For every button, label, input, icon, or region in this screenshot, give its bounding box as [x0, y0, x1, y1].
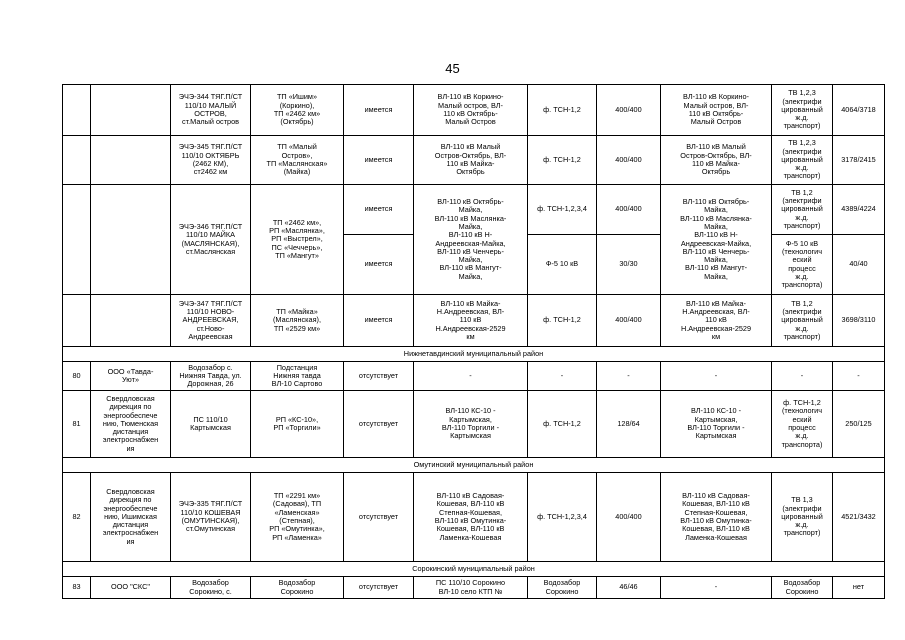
cell-power: 400/400	[597, 473, 661, 562]
cell-consumers: Водозабор Сорокино	[251, 577, 344, 599]
cell-no: 83	[63, 577, 91, 599]
cell-org: ООО "СКС"	[91, 577, 171, 599]
power-supply-table	[62, 84, 885, 599]
cell-category: -	[772, 362, 833, 391]
cell-lines: ВЛ-110 кВ Малый Остров-Октябрь, ВЛ- 110 кВ Майка- Октябрь	[414, 136, 528, 185]
cell-category: ТВ 1,3 (электрифи цированный ж.д. транспорт)	[772, 473, 833, 562]
cell-value: 40/40	[833, 235, 885, 295]
table-row	[63, 362, 885, 391]
cell-value: 4389/4224	[833, 185, 885, 235]
table-row	[63, 391, 885, 458]
cell-category: Ф-5 10 кВ (технологич eский процесс ж.д. транспорта)	[772, 235, 833, 295]
cell-power: 128/64	[597, 391, 661, 458]
cell-substation: ЭЧЭ-346 ТЯГ.П/СТ 110/10 МАЙКА (МАСЛЯНСКАЯ), ст.Маслянская	[171, 185, 251, 295]
cell-power: 30/30	[597, 235, 661, 295]
cell-availability: имеется	[344, 185, 414, 235]
cell-no: 80	[63, 362, 91, 391]
cell-org: Свердловская дирекция по энергообеспече нию, Тюменская дистанция электроснабжен ия	[91, 391, 171, 458]
cell-category: ТВ 1,2,3 (электрифи цированный ж.д. транспорт)	[772, 85, 833, 136]
cell-availability: имеется	[344, 235, 414, 295]
cell-no: 81	[63, 391, 91, 458]
cell-lines: ВЛ-110 КС-10 - Картымская, ВЛ-110 Торгили - Картымская	[414, 391, 528, 458]
cell-lines: ВЛ-110 кВ Майка- Н.Андреевская, ВЛ- 110 кВ Н.Андреевская-2529 км	[414, 295, 528, 347]
page-number: 45	[445, 61, 460, 76]
cell-lines: ВЛ-110 кВ Коркино- Малый остров, ВЛ- 110 кВ Октябрь- Малый Остров	[414, 85, 528, 136]
section-row	[63, 347, 885, 362]
section-header: Сорокинский муниципальный район	[63, 562, 885, 577]
section-row	[63, 562, 885, 577]
cell-lines-2: ВЛ-110 кВ Малый Остров-Октябрь, ВЛ- 110 кВ Майка- Октябрь	[661, 136, 772, 185]
cell-power: 400/400	[597, 136, 661, 185]
cell-substation: Водозабор Сорокино, с.	[171, 577, 251, 599]
cell-no	[63, 185, 91, 295]
cell-value: 250/125	[833, 391, 885, 458]
cell-feeder: ф. ТСН-1,2	[528, 391, 597, 458]
cell-lines-2: ВЛ-110 кВ Коркино- Малый остров, ВЛ- 110 кВ Октябрь- Малый Остров	[661, 85, 772, 136]
cell-feeder: ф. ТСН-1,2	[528, 295, 597, 347]
cell-lines-2: -	[661, 362, 772, 391]
cell-consumers: ТП «2462 км», РП «Маслянка», РП «Выстрел», ПС «Чеччерь», ТП «Мангут»	[251, 185, 344, 295]
cell-availability: отсутствует	[344, 473, 414, 562]
cell-substation: ПС 110/10 Картымская	[171, 391, 251, 458]
cell-substation: Водозабор с. Нижняя Тавда, ул. Дорожная, 26	[171, 362, 251, 391]
cell-lines: ВЛ-110 кВ Октябрь- Майка, ВЛ-110 кВ Маслянка- Майка, ВЛ-110 кВ Н- Андреевская-Майка, ВЛ-110 кВ Ченчерь- Майка, ВЛ-110 кВ Мангут- Майка,	[414, 185, 528, 295]
cell-consumers: Подстанция Нижняя тавда ВЛ-10 Сартово	[251, 362, 344, 391]
cell-power: 400/400	[597, 295, 661, 347]
cell-category: Водозабор Сорокино	[772, 577, 833, 599]
cell-consumers: РП «КС-10», РП «Торгили»	[251, 391, 344, 458]
section-header: Омутинский муниципальный район	[63, 458, 885, 473]
cell-org: Свердловская дирекция по энергообеспече нию, Ишимская дистанция электроснабжен ия	[91, 473, 171, 562]
cell-power: 400/400	[597, 185, 661, 235]
cell-no	[63, 295, 91, 347]
table-row	[63, 136, 885, 185]
cell-lines: -	[414, 362, 528, 391]
cell-value: 3178/2415	[833, 136, 885, 185]
cell-power: 400/400	[597, 85, 661, 136]
section-row	[63, 458, 885, 473]
cell-availability: отсутствует	[344, 362, 414, 391]
table-row	[63, 577, 885, 599]
cell-consumers: ТП «Майка» (Маслянская), ТП «2529 км»	[251, 295, 344, 347]
cell-availability: отсутствует	[344, 391, 414, 458]
cell-feeder: ф. ТСН-1,2	[528, 136, 597, 185]
cell-value: 3698/3110	[833, 295, 885, 347]
cell-availability: отсутствует	[344, 577, 414, 599]
cell-substation: ЭЧЭ-347 ТЯГ.П/СТ 110/10 НОВО- АНДРЕЕВСКАЯ, ст.Ново- Андреевская	[171, 295, 251, 347]
cell-value: 4064/3718	[833, 85, 885, 136]
cell-no	[63, 85, 91, 136]
cell-feeder: ф. ТСН-1,2,3,4	[528, 185, 597, 235]
cell-consumers: ТП «Малый Остров», ТП «Маслянская» (Майка)	[251, 136, 344, 185]
cell-category: ф. ТСН-1,2 (технологич eский процесс ж.д. транспорта)	[772, 391, 833, 458]
cell-category: ТВ 1,2 (электрифи цированный ж.д. транспорт)	[772, 295, 833, 347]
cell-feeder: -	[528, 362, 597, 391]
cell-availability: имеется	[344, 136, 414, 185]
cell-value: -	[833, 362, 885, 391]
cell-org	[91, 185, 171, 295]
cell-feeder: Водозабор Сорокино	[528, 577, 597, 599]
table-row	[63, 85, 885, 136]
cell-feeder: ф. ТСН-1,2,3,4	[528, 473, 597, 562]
cell-category: ТВ 1,2 (электрифи цированный ж.д. транспорт)	[772, 185, 833, 235]
cell-feeder: Ф-5 10 кВ	[528, 235, 597, 295]
cell-value: 4521/3432	[833, 473, 885, 562]
cell-power: -	[597, 362, 661, 391]
cell-substation: ЭЧЭ-345 ТЯГ.П/СТ 110/10 ОКТЯБРЬ (2462 КМ), ст2462 км	[171, 136, 251, 185]
cell-substation: ЭЧЭ-344 ТЯГ.П/СТ 110/10 МАЛЫЙ ОСТРОВ, ст.Малый остров	[171, 85, 251, 136]
cell-availability: имеется	[344, 295, 414, 347]
cell-lines-2: ВЛ-110 КС-10 - Картымская, ВЛ-110 Торгили - Картымская	[661, 391, 772, 458]
cell-lines-2: ВЛ-110 кВ Октябрь- Майка, ВЛ-110 кВ Маслянка- Майка, ВЛ-110 кВ Н- Андреевская-Майка, ВЛ-110 кВ Ченчерь- Майка, ВЛ-110 кВ Мангут- Майка,	[661, 185, 772, 295]
cell-org	[91, 136, 171, 185]
cell-power: 46/46	[597, 577, 661, 599]
table-row	[63, 473, 885, 562]
cell-no: 82	[63, 473, 91, 562]
table-row	[63, 295, 885, 347]
cell-org	[91, 295, 171, 347]
cell-lines-2: -	[661, 577, 772, 599]
table-row	[63, 185, 885, 235]
cell-lines-2: ВЛ-110 кВ Майка- Н.Андреевская, ВЛ- 110 кВ Н.Андреевская-2529 км	[661, 295, 772, 347]
cell-substation: ЭЧЭ-335 ТЯГ.П/СТ 110/10 КОШЕВАЯ (ОМУТИНСКАЯ), ст.Омутинская	[171, 473, 251, 562]
cell-lines: ВЛ-110 кВ Садовая- Кошевая, ВЛ-110 кВ Степная-Кошевая, ВЛ-110 кВ Омутинка- Кошевая, ВЛ-110 кВ Ламенка-Кошевая	[414, 473, 528, 562]
cell-feeder: ф. ТСН-1,2	[528, 85, 597, 136]
cell-lines: ПС 110/10 Сорокино ВЛ-10 село КТП №	[414, 577, 528, 599]
cell-availability: имеется	[344, 85, 414, 136]
cell-no	[63, 136, 91, 185]
cell-consumers: ТП «Ишим» (Коркино), ТП «2462 км» (Октябрь)	[251, 85, 344, 136]
cell-category: ТВ 1,2,3 (электрифи цированный ж.д. транспорт)	[772, 136, 833, 185]
cell-consumers: ТП «2291 км» (Садовая), ТП «Ламенская» (Степная), РП «Омутинка», РП «Ламенка»	[251, 473, 344, 562]
cell-lines-2: ВЛ-110 кВ Садовая- Кошевая, ВЛ-110 кВ Степная-Кошевая, ВЛ-110 кВ Омутинка- Кошевая, ВЛ-110 кВ Ламенка-Кошевая	[661, 473, 772, 562]
cell-value: нет	[833, 577, 885, 599]
cell-org: ООО «Тавда- Уют»	[91, 362, 171, 391]
section-header: Нижнетавдинский муниципальный район	[63, 347, 885, 362]
cell-org	[91, 85, 171, 136]
